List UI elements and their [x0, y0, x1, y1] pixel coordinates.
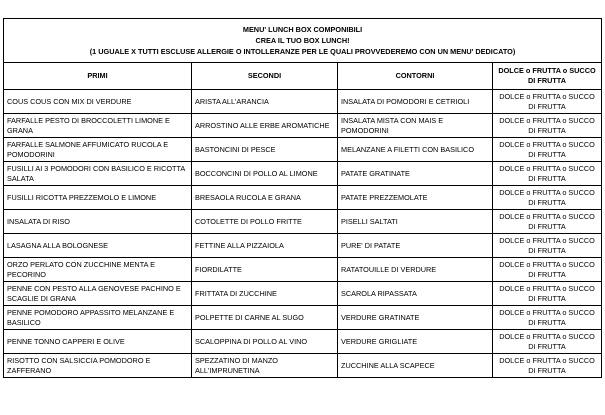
cell-dolce: DOLCE o FRUTTA o SUCCO DI FRUTTA [493, 162, 602, 186]
cell-contorni: PATATE PREZZEMOLATE [338, 186, 493, 210]
title-line-2: CREA IL TUO BOX LUNCH! [255, 36, 350, 45]
cell-primi: LASAGNA ALLA BOLOGNESE [4, 234, 192, 258]
cell-dolce: DOLCE o FRUTTA o SUCCO DI FRUTTA [493, 90, 602, 114]
cell-contorni: PISELLI SALTATI [338, 210, 493, 234]
cell-primi: FUSILLI AI 3 POMODORI CON BASILICO E RICOTTA SALATA [4, 162, 192, 186]
cell-primi: ORZO PERLATO CON ZUCCHINE MENTA E PECORINO [4, 258, 192, 282]
cell-dolce: DOLCE o FRUTTA o SUCCO DI FRUTTA [493, 330, 602, 354]
cell-secondi: FRITTATA DI ZUCCHINE [192, 282, 338, 306]
menu-sheet [3, 18, 601, 378]
cell-contorni: VERDURE GRATINATE [338, 306, 493, 330]
cell-secondi: POLPETTE DI CARNE AL SUGO [192, 306, 338, 330]
title-line-1: MENU' LUNCH BOX COMPONIBILI [242, 25, 363, 34]
cell-contorni: MELANZANE A FILETTI CON BASILICO [338, 138, 493, 162]
cell-primi: RISOTTO CON SALSICCIA POMODORO E ZAFFERANO [4, 354, 192, 378]
cell-primi: INSALATA DI RISO [4, 210, 192, 234]
cell-secondi: BOCCONCINI DI POLLO AL LIMONE [192, 162, 338, 186]
header-row [4, 63, 602, 90]
cell-secondi: FIORDILATTE [192, 258, 338, 282]
cell-primi: PENNE POMODORO APPASSITO MELANZANE E BASILICO [4, 306, 192, 330]
cell-dolce: DOLCE o FRUTTA o SUCCO DI FRUTTA [493, 210, 602, 234]
table-row [4, 162, 602, 186]
table-row [4, 234, 602, 258]
cell-dolce: DOLCE o FRUTTA o SUCCO DI FRUTTA [493, 114, 602, 138]
cell-primi: PENNE CON PESTO ALLA GENOVESE PACHINO E SCAGLIE DI GRANA [4, 282, 192, 306]
cell-contorni: RATATOUILLE DI VERDURE [338, 258, 493, 282]
cell-dolce: DOLCE o FRUTTA o SUCCO DI FRUTTA [493, 258, 602, 282]
table-row [4, 90, 602, 114]
cell-dolce: DOLCE o FRUTTA o SUCCO DI FRUTTA [493, 138, 602, 162]
table-row [4, 114, 602, 138]
cell-primi: FARFALLE PESTO DI BROCCOLETTI LIMONE E GRANA [4, 114, 192, 138]
cell-contorni: PATATE GRATINATE [338, 162, 493, 186]
cell-dolce: DOLCE o FRUTTA o SUCCO DI FRUTTA [493, 354, 602, 378]
table-row [4, 306, 602, 330]
cell-secondi: SCALOPPINA DI POLLO AL VINO [192, 330, 338, 354]
cell-secondi: ARISTA ALL'ARANCIA [192, 90, 338, 114]
title-line-3: (1 UGUALE X TUTTI ESCLUSE ALLERGIE O INTOLLERANZE PER LE QUALI PROVVEDEREMO CON UN MENU' DEDICATO) [89, 47, 516, 56]
cell-contorni: SCAROLA RIPASSATA [338, 282, 493, 306]
cell-primi: FARFALLE SALMONE AFFUMICATO RUCOLA E POMODORINI [4, 138, 192, 162]
cell-contorni: INSALATA MISTA CON MAIS E POMODORINI [338, 114, 493, 138]
menu-title [4, 19, 602, 63]
cell-secondi: BASTONCINI DI PESCE [192, 138, 338, 162]
table-row [4, 258, 602, 282]
cell-secondi: ARROSTINO ALLE ERBE AROMATICHE [192, 114, 338, 138]
table-row [4, 138, 602, 162]
cell-dolce: DOLCE o FRUTTA o SUCCO DI FRUTTA [493, 234, 602, 258]
header-secondi: SECONDI [192, 63, 338, 90]
cell-secondi: COTOLETTE DI POLLO FRITTE [192, 210, 338, 234]
header-primi: PRIMI [4, 63, 192, 90]
cell-secondi: SPEZZATINO DI MANZO ALL'IMPRUNETINA [192, 354, 338, 378]
cell-dolce: DOLCE o FRUTTA o SUCCO DI FRUTTA [493, 282, 602, 306]
cell-secondi: FETTINE ALLA PIZZAIOLA [192, 234, 338, 258]
cell-contorni: INSALATA DI POMODORI E CETRIOLI [338, 90, 493, 114]
header-dolce: DOLCE o FRUTTA o SUCCO DI FRUTTA [493, 63, 602, 90]
cell-contorni: PURE' DI PATATE [338, 234, 493, 258]
cell-dolce: DOLCE o FRUTTA o SUCCO DI FRUTTA [493, 186, 602, 210]
menu-table [3, 18, 602, 378]
cell-contorni: ZUCCHINE ALLA SCAPECE [338, 354, 493, 378]
cell-primi: PENNE TONNO CAPPERI E OLIVE [4, 330, 192, 354]
table-row [4, 354, 602, 378]
table-row [4, 186, 602, 210]
header-contorni: CONTORNI [338, 63, 493, 90]
table-row [4, 210, 602, 234]
cell-primi: COUS COUS CON MIX DI VERDURE [4, 90, 192, 114]
title-row [4, 19, 602, 63]
cell-dolce: DOLCE o FRUTTA o SUCCO DI FRUTTA [493, 306, 602, 330]
table-row [4, 282, 602, 306]
cell-contorni: VERDURE GRIGLIATE [338, 330, 493, 354]
table-row [4, 330, 602, 354]
cell-primi: FUSILLI RICOTTA PREZZEMOLO E LIMONE [4, 186, 192, 210]
cell-secondi: BRESAOLA RUCOLA E GRANA [192, 186, 338, 210]
